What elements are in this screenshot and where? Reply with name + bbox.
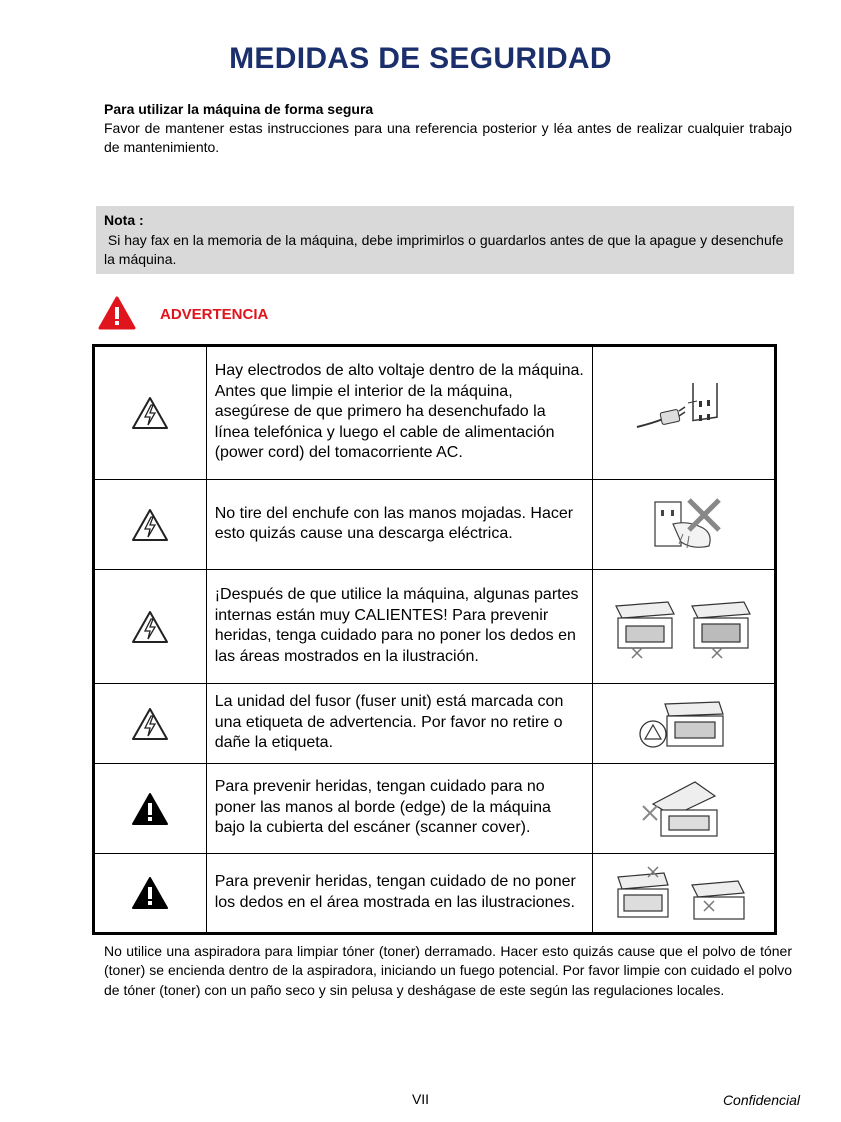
table-row — [94, 480, 776, 570]
hot-parts-illustration — [592, 570, 775, 684]
warning-icon — [98, 296, 136, 330]
intro-section — [104, 100, 792, 157]
caution-icon — [94, 854, 207, 934]
hazard-table — [92, 344, 777, 935]
table-row — [94, 684, 776, 764]
electrical-hazard-icon — [94, 346, 207, 480]
table-row — [94, 570, 776, 684]
finger-area-illustration — [592, 854, 775, 934]
caution-icon — [94, 764, 207, 854]
page-title: MEDIDAS DE SEGURIDAD — [229, 42, 612, 75]
page-number: VII — [411, 1091, 430, 1107]
hazard-text: La unidad del fusor (fuser unit) está marcada con una etiqueta de advertencia. Por favor no retire o dañe la etiqueta. — [206, 684, 592, 764]
intro-text: Favor de mantener estas instrucciones para una referencia posterior y léa antes de realizar cualquier trabajo de mantenimiento. — [104, 120, 792, 155]
electrical-hazard-icon — [94, 570, 207, 684]
warning-label: ADVERTENCIA — [160, 306, 269, 323]
hazard-text: ¡Después de que utilice la máquina, algunas partes internas están muy CALIENTES! Para prevenir heridas, tenga cuidado para no poner los dedos en las áreas mostrados en la ilustración. — [206, 570, 592, 684]
fuser-label-illustration — [592, 684, 775, 764]
hazard-text: Para prevenir heridas, tengan cuidado de no poner los dedos en el área mostrada en las ilustraciones. — [206, 854, 592, 934]
note-box — [96, 206, 794, 274]
electrical-hazard-icon — [94, 480, 207, 570]
confidential-label: Confidencial — [722, 1092, 800, 1108]
intro-heading: Para utilizar la máquina de forma segura — [104, 101, 374, 117]
electrical-hazard-icon — [94, 684, 207, 764]
scanner-cover-illustration — [592, 764, 775, 854]
toner-warning-text: No utilice una aspiradora para limpiar tóner (toner) derramado. Hacer esto quizás cause que el polvo de tóner (toner) se encienda dentro de la aspiradora, iniciando un fuego potencial. Por favor limpie con cuidado el polvo de tóner (toner) con un paño seco y sin pelusa y deshágase de este según las regulaciones locales. — [104, 943, 792, 998]
note-title: Nota : — [104, 212, 144, 228]
table-row — [94, 346, 776, 480]
hazard-text: No tire del enchufe con las manos mojadas. Hacer esto quizás cause una descarga eléctrica. — [206, 480, 592, 570]
unplug-power-cord-illustration — [592, 346, 775, 480]
hazard-text: Para prevenir heridas, tengan cuidado para no poner las manos al borde (edge) de la máquina bajo la cubierta del escáner (scanner cover). — [206, 764, 592, 854]
table-row — [94, 854, 776, 934]
note-text: Si hay fax en la memoria de la máquina, debe imprimirlos o guardarlos antes de que la apague y desenchufe la máquina. — [104, 231, 784, 267]
table-row — [94, 764, 776, 854]
wet-hands-plug-illustration — [592, 480, 775, 570]
hazard-text: Hay electrodos de alto voltaje dentro de la máquina. Antes que limpie el interior de la máquina, asegúrese de que primero ha desenchufado la línea telefónica y luego el cable de alimentación (power cord) del tomacorriente AC. — [206, 346, 592, 480]
